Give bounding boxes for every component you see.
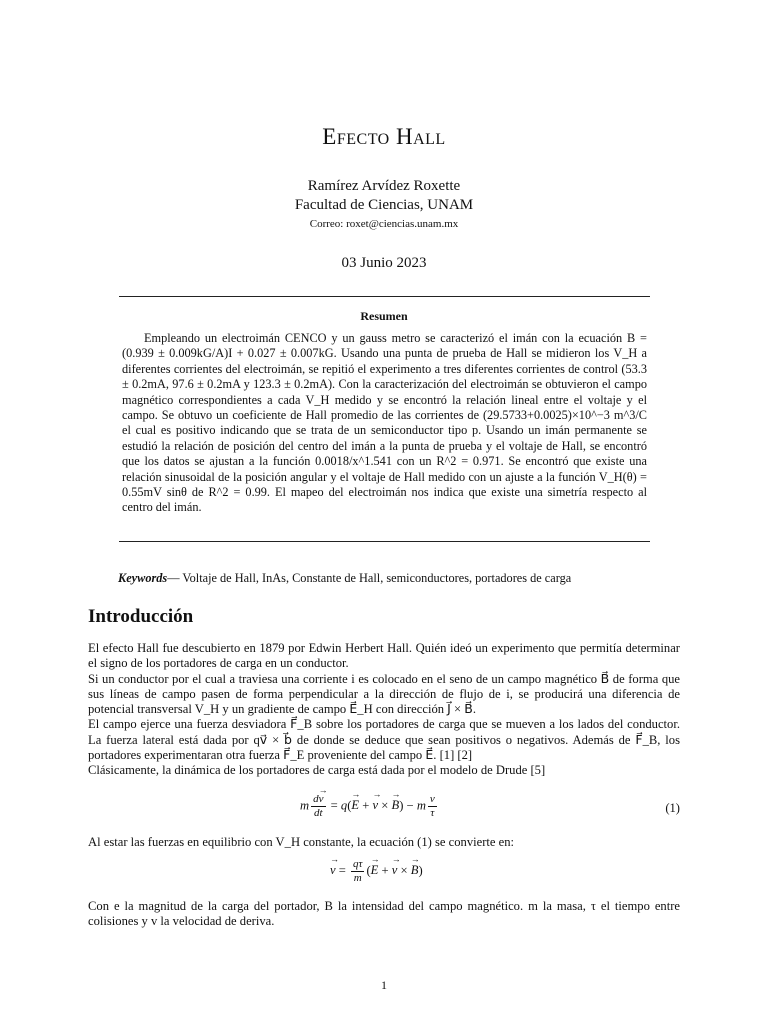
paragraph-after-eq1: Al estar las fuerzas en equilibrio con V_H constante, la ecuación (1) se convierte en: [88,835,515,849]
affiliation: Facultad de Ciencias, UNAM [294,197,474,213]
paragraph-after-eq2: Con e la magnitud de la carga del portador, B la intensidad del campo magnético. m la masa, τ el tiempo entre colisiones y v la velocidad de deriva. [88,899,680,929]
abstract-text: Empleando un electroimán CENCO y un gauss metro se caracterizó el imán con la ecuación B = (0.939 ± 0.009kG/A)I + 0.027 ± 0.007kG. Usando una punta de prueba de Hall se midieron los V_H a diferentes corrientes del electroimán, se repitió el experimento a tres diferentes corrientes de control (53.3 ± 0.2mA, 97.6 ± 0.2mA y 123.3 ± 0.2mA). Con la caracterización del electroimán se obtuvieron el campo magnético correspondientes a cada V_H medido y se encontró la relación lineal entre el voltaje y el campo. Se obtuvo un coeficiente de Hall promedio de las corrientes de (29.5733+0.0025)×10^−3 m^3/C el cual es positivo indicando que se trata de un semiconductor tipo p. Usando un imán permanente se estudió la relación de posición del centro del imán a la punta de prueba y el voltaje de Hall, se encontró que los datos se ajustan a la función 0.0018/x^1.541 con un R^2 = 0.971. Se encontró que existe una relación sinusoidal de la posición angular y el voltaje de Hall medido con un ajuste a la función V_H(θ) = 0.55mV sinθ de R^2 = 0.99. El mapeo del electroimán nos indica que existe una simetría respecto al centro del imán. [122,331,647,515]
equation-1 [0,793,768,829]
abstract-bottom-rule [119,541,650,542]
paper-title: Efecto Hall [322,124,446,149]
abstract-top-rule [119,296,650,297]
email: Correo: roxet@ciencias.unam.mx [309,218,459,230]
equation-1-number: (1) [665,801,680,815]
abstract-heading: Resumen [360,309,408,323]
author-name: Ramírez Arvídez Roxette [307,178,461,194]
intro-body [88,641,680,779]
keywords-text: — Voltaje de Hall, InAs, Constante de Hall, semiconductores, portadores de carga [167,571,572,585]
equation-1-body: m $\frac{d\to v}{dt}$ = q(→ E + → v × → B) − m $\frac{v}{\tau}$ [300,793,439,820]
intro-paragraph-4: Clásicamente, la dinámica de los portadores de carga está dada por el modelo de Drude [5] [88,763,546,778]
intro-paragraph-1: El efecto Hall fue descubierto en 1879 por Edwin Herbert Hall. Quién ideó un experimento que permitía determinar el signo de los portadores de carga en un conductor. [88,641,680,671]
section-heading: Introducción [88,606,194,627]
equation-2-body: → v = $\frac{q\tau}{m}$ (→ E + → v × → B) [330,858,423,885]
date: 03 Junio 2023 [341,255,427,271]
keywords-label: Keywords [118,571,168,585]
intro-paragraph-2: Si un conductor por el cual a traviesa una corriente i es colocado en el seno de un campo magnético B⃗ de forma que sus líneas de campo pasen de forma perpendicular a la dirección de flujo de i, se producirá una diferencia de potencial transversal V_H y un gradiente de campo E⃗_H con dirección J⃗ × B⃗. [88,671,680,717]
equation-2 [0,858,768,894]
intro-paragraph-3: El campo ejerce una fuerza desviadora F⃗_B sobre los portadores de carga que se mueven a los lados del conductor. La fuerza lateral está dada por qv⃗ × b⃗ de donde se deduce que sean positivos o negativos. Además de F⃗_B, los portadores experimentaran otra fuerza F⃗_E proveniente del campo E⃗. [1] [2] [88,717,680,763]
page-number: 1 [381,978,387,992]
keywords-line [118,571,678,586]
